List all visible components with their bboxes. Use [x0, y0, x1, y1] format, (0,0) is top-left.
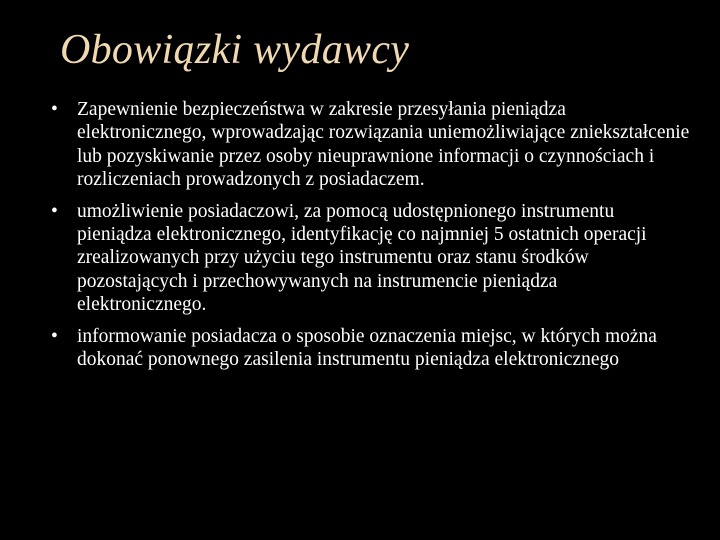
bullet-text: umożliwienie posiadaczowi, za pomocą udostępnionego instrumentu pieniądza elektronicznego, identyfikację co najmniej 5 ostatnich operacji zrealizowanych przy użyciu tego instrumentu oraz stanu środków pozostających i przechowywanych na instrumencie pieniądza elektronicznego. [77, 200, 647, 316]
bullet-marker: • [51, 99, 58, 120]
bullet-item-2 [50, 200, 690, 317]
bullet-item-3 [50, 325, 690, 372]
slide-title: Obowiązki wydawcy [60, 27, 410, 73]
bullet-item-1 [50, 98, 690, 192]
bullet-marker: • [51, 325, 58, 347]
bullet-text: informowanie posiadacza o sposobie oznaczenia miejsc, w których można dokonać ponownego zasilenia instrumentu pieniądza elektronicznego [77, 325, 657, 371]
bullet-list [50, 98, 690, 379]
bullet-marker: • [51, 200, 58, 222]
bullet-text: Zapewnienie bezpieczeństwa w zakresie przesyłania pieniądza elektronicznego, wprowadzając rozwiązania uniemożliwiające zniekształcenie lub pozyskiwanie przez osoby nieuprawnione informacji o czynnościach i rozliczeniach prowadzonych z posiadaczem. [77, 99, 690, 191]
